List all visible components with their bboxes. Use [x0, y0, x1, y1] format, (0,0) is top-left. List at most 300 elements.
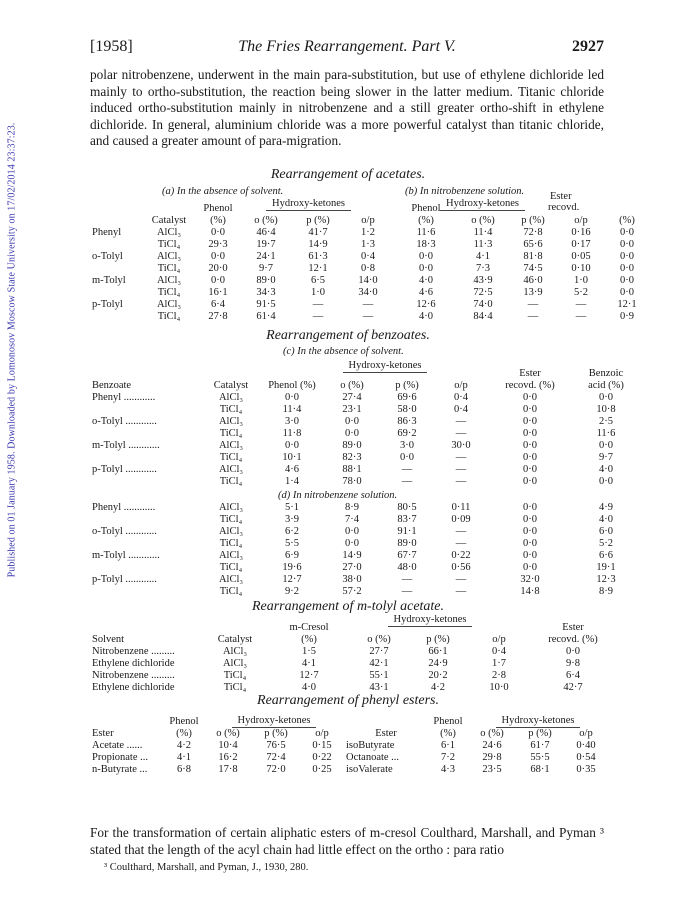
value-cell: 61·3: [308, 251, 328, 262]
value-cell: 72·4: [266, 752, 286, 763]
value-cell: 76·5: [266, 740, 286, 751]
header-cell: p (%): [521, 215, 545, 226]
value-cell: 57·2: [342, 586, 362, 597]
value-cell: 19·1: [596, 562, 616, 573]
value-cell: 4·2: [177, 740, 191, 751]
table-row: [90, 251, 652, 263]
acetates-title: Rearrangement of acetates.: [270, 167, 426, 182]
row-label: o-Tolyl ............: [92, 526, 157, 537]
value-cell: 23·5: [482, 764, 502, 775]
value-cell: 4·1: [302, 658, 316, 669]
row-label: [90, 452, 204, 464]
value-cell: 0·0: [523, 550, 537, 561]
row-label: o-Tolyl: [92, 251, 123, 262]
value-cell: 80·5: [397, 502, 417, 513]
value-cell: 11·6: [416, 227, 436, 238]
value-cell: 0·0: [523, 416, 537, 427]
row-label: Octanoate ...: [346, 752, 400, 763]
value-cell: 19·6: [282, 562, 302, 573]
value-cell: 6·2: [285, 526, 299, 537]
row-label: [90, 514, 204, 526]
value-cell: 6·1: [441, 740, 455, 751]
table-row: [90, 502, 638, 514]
value-cell: 6·4: [211, 299, 225, 310]
value-cell: 34·3: [256, 287, 276, 298]
value-cell: 0·0: [620, 227, 634, 238]
esters-hydroxy-left: Hydroxy-ketones: [204, 715, 344, 728]
catalyst-cell: AlCl₃: [218, 464, 244, 475]
value-cell: 5·5: [285, 538, 299, 549]
value-cell: 2·8: [492, 670, 506, 681]
value-cell: 55·1: [369, 670, 389, 681]
value-cell: 0·25: [312, 764, 332, 775]
value-cell: 27·7: [369, 646, 389, 657]
catalyst-cell: AlCl₃: [156, 275, 182, 286]
value-cell: —: [527, 311, 539, 322]
header-cell: Catalyst: [151, 215, 187, 226]
value-cell: 1·2: [361, 227, 375, 238]
esters-header-row-1: [90, 728, 608, 740]
value-cell: 9·8: [566, 658, 580, 669]
value-cell: 11·4: [473, 227, 493, 238]
value-cell: 6·8: [177, 764, 191, 775]
value-cell: 0·0: [345, 416, 359, 427]
value-cell: 84·4: [473, 311, 493, 322]
catalyst-cell: AlCl₃: [222, 646, 248, 657]
value-cell: 0·0: [566, 646, 580, 657]
footnote: ³ Coulthard, Marshall, and Pyman, J., 1930, 280.: [104, 862, 309, 873]
table-row: [90, 586, 638, 598]
value-cell: 11·4: [282, 404, 302, 415]
header-cell: [470, 622, 528, 634]
value-cell: 0·22: [451, 550, 471, 561]
value-cell: 3·0: [400, 440, 414, 451]
table-row: [90, 476, 638, 488]
row-label: [90, 263, 142, 275]
acetates-sub-a: (a) In the absence of solvent.: [162, 186, 284, 197]
row-label: m-Tolyl ............: [92, 550, 160, 561]
value-cell: —: [401, 464, 413, 475]
table-row: [90, 428, 638, 440]
value-cell: 6·9: [285, 550, 299, 561]
mtolyl-hydroxy: Hydroxy-ketones: [360, 614, 500, 627]
value-cell: 0·40: [576, 740, 596, 751]
value-cell: 0·0: [599, 440, 613, 451]
value-cell: —: [455, 526, 467, 537]
value-cell: 46·4: [256, 227, 276, 238]
header-cell: [352, 622, 406, 634]
header-cell: Ester: [92, 728, 114, 739]
value-cell: —: [455, 476, 467, 487]
value-cell: 0·16: [571, 227, 591, 238]
header-cell: [204, 368, 258, 380]
value-cell: 4·1: [476, 251, 490, 262]
header-page-number: 2927: [572, 38, 604, 55]
value-cell: 14·9: [308, 239, 328, 250]
value-cell: 0·0: [211, 251, 225, 262]
esters-hydroxy-right: Hydroxy-ketones: [468, 715, 608, 728]
value-cell: 0·0: [285, 440, 299, 451]
header-cell: (%): [176, 728, 192, 739]
intro-paragraph: polar nitrobenzene, underwent in the main para-substitution, but use of ethylene dichloride led mainly to ortho-substitution, the reaction being slower in the latter medium. Titanic chloride induced ortho-substitution mainly in nitrobenzene and a still greater ortho-shift in ethylene dichloride. In general, aluminium chloride was a more powerful catalyst than titanic chloride, and caused a greater amount of para-migration.: [90, 67, 604, 148]
value-cell: 0·0: [523, 440, 537, 451]
row-label: Acetate ......: [92, 740, 143, 751]
value-cell: 11·8: [282, 428, 302, 439]
phenyl-esters-table: [90, 715, 608, 776]
download-watermark-text: Published on 01 January 1958. Downloaded by Lomonosov Moscow State University on 17/02/2014 23:37:23.: [6, 122, 18, 578]
value-cell: 68·1: [530, 764, 550, 775]
value-cell: 4·2: [431, 682, 445, 693]
catalyst-cell: AlCl₃: [218, 502, 244, 513]
value-cell: 0·0: [523, 538, 537, 549]
header-cell: o/p: [579, 728, 593, 739]
catalyst-cell: TiCl₄: [219, 476, 243, 487]
header-cell: [506, 203, 560, 215]
value-cell: 0·0: [523, 404, 537, 415]
header-cell: o/p: [361, 215, 375, 226]
row-label: n-Butyrate ...: [92, 764, 148, 775]
header-cell: [142, 203, 196, 215]
value-cell: 0·0: [523, 392, 537, 403]
value-cell: 0·0: [523, 476, 537, 487]
catalyst-cell: TiCl₄: [219, 514, 243, 525]
value-cell: 42·7: [563, 682, 583, 693]
value-cell: —: [455, 452, 467, 463]
value-cell: 0·0: [523, 464, 537, 475]
value-cell: —: [362, 299, 374, 310]
acetates-hydroxy-b: Hydroxy-ketones: [435, 198, 530, 211]
value-cell: 4·6: [285, 464, 299, 475]
catalyst-cell: AlCl₃: [156, 299, 182, 310]
table-row: [90, 550, 638, 562]
value-cell: 72·5: [473, 287, 493, 298]
value-cell: 0·4: [361, 251, 375, 262]
value-cell: 29·8: [482, 752, 502, 763]
value-cell: 4·0: [599, 514, 613, 525]
value-cell: 48·0: [397, 562, 417, 573]
value-cell: 34·0: [358, 287, 378, 298]
value-cell: 9·7: [259, 263, 273, 274]
header-cell: p (%): [264, 728, 288, 739]
value-cell: 0·54: [576, 752, 596, 763]
value-cell: 0·4: [492, 646, 506, 657]
header-cell: o (%): [340, 380, 364, 391]
value-cell: —: [455, 538, 467, 549]
table-row: [90, 752, 608, 764]
value-cell: 4·0: [302, 682, 316, 693]
table-row: [90, 538, 638, 550]
row-label: o-Tolyl ............: [92, 416, 157, 427]
table-row: [90, 764, 608, 776]
row-label: p-Tolyl ............: [92, 464, 157, 475]
header-cell: [560, 203, 602, 215]
value-cell: 89·0: [342, 440, 362, 451]
value-cell: —: [401, 476, 413, 487]
catalyst-cell: TiCl₄: [219, 428, 243, 439]
catalyst-cell: AlCl₃: [218, 574, 244, 585]
acetates-hydroxy-a: Hydroxy-ketones: [261, 198, 356, 211]
value-cell: 0·0: [400, 452, 414, 463]
row-label: Phenyl ............: [92, 502, 156, 513]
closing-paragraph: For the transformation of certain aliphatic esters of m-cresol Coulthard, Marshall, and Pyman ³ stated that the length of the acyl chain had little effect on the ortho : para ratio: [90, 825, 604, 857]
value-cell: 0·0: [620, 239, 634, 250]
header-cell: Phenol (%): [268, 380, 316, 391]
value-cell: 0·0: [345, 428, 359, 439]
value-cell: 10·0: [489, 682, 509, 693]
header-cell: [406, 622, 470, 634]
value-cell: 1·7: [492, 658, 506, 669]
value-cell: 38·0: [342, 574, 362, 585]
value-cell: 14·8: [520, 586, 540, 597]
value-cell: 0·0: [620, 275, 634, 286]
value-cell: 4·6: [419, 287, 433, 298]
value-cell: 86·3: [397, 416, 417, 427]
download-watermark: [4, 0, 20, 912]
header-cell: [240, 203, 292, 215]
value-cell: 12·1: [308, 263, 328, 274]
value-cell: 1·0: [311, 287, 325, 298]
header-cell: Catalyst: [213, 380, 249, 391]
catalyst-cell: TiCl₄: [157, 239, 181, 250]
value-cell: 7·3: [476, 263, 490, 274]
table-row: [90, 239, 652, 251]
benzoates-hydroxy: Hydroxy-ketones: [315, 360, 455, 373]
value-cell: 0·17: [571, 239, 591, 250]
catalyst-cell: AlCl₃: [218, 416, 244, 427]
value-cell: 27·8: [208, 311, 228, 322]
value-cell: 61·4: [256, 311, 276, 322]
value-cell: 20·0: [208, 263, 228, 274]
catalyst-cell: TiCl₄: [219, 452, 243, 463]
table-row: [90, 275, 652, 287]
header-cell: [90, 203, 142, 215]
acetates-recovd-head: recovd.: [548, 202, 580, 213]
value-cell: —: [455, 574, 467, 585]
value-cell: 30·0: [451, 440, 471, 451]
value-cell: 5·2: [574, 287, 588, 298]
header-cell: (%): [210, 215, 226, 226]
value-cell: 72·0: [266, 764, 286, 775]
value-cell: 6·5: [311, 275, 325, 286]
value-cell: 0·0: [523, 526, 537, 537]
header-cell: Ester: [375, 728, 397, 739]
value-cell: 74·5: [523, 263, 543, 274]
header-title: The Fries Rearrangement. Part V.: [238, 38, 456, 55]
header-cell: [378, 368, 436, 380]
table-row: [90, 464, 638, 476]
row-label: isoButyrate: [346, 740, 395, 751]
benzoates-title: Rearrangement of benzoates.: [266, 328, 430, 343]
value-cell: 29·3: [208, 239, 228, 250]
value-cell: 11·6: [596, 428, 616, 439]
value-cell: 6·6: [599, 550, 613, 561]
value-cell: 0·0: [523, 502, 537, 513]
value-cell: 5·1: [285, 502, 299, 513]
value-cell: 2·5: [599, 416, 613, 427]
header-cell: recovd. (%): [505, 380, 555, 391]
value-cell: 19·7: [256, 239, 276, 250]
row-label: m-Tolyl ............: [92, 440, 160, 451]
table-row: [90, 440, 638, 452]
value-cell: 0·9: [620, 311, 634, 322]
header-cell: o (%): [471, 215, 495, 226]
value-cell: 7·4: [345, 514, 359, 525]
table-row: [90, 658, 618, 670]
header-cell: o/p: [492, 634, 506, 645]
value-cell: 24·9: [428, 658, 448, 669]
value-cell: —: [401, 586, 413, 597]
value-cell: 83·7: [397, 514, 417, 525]
value-cell: 0·15: [312, 740, 332, 751]
acetates-table: [90, 203, 652, 323]
table-row: [90, 646, 618, 658]
value-cell: 12·6: [416, 299, 436, 310]
benzoates-header-row-1: [90, 368, 638, 380]
benzoates-header-row-2: [90, 380, 638, 392]
value-cell: 0·4: [454, 404, 468, 415]
table-row: [90, 227, 652, 239]
table-row: [90, 263, 652, 275]
value-cell: —: [575, 299, 587, 310]
header-cell: [344, 715, 428, 728]
value-cell: 0·0: [620, 263, 634, 274]
value-cell: 5·2: [599, 538, 613, 549]
row-label: [90, 562, 204, 574]
row-label: m-Tolyl: [92, 275, 126, 286]
value-cell: 0·11: [451, 502, 471, 513]
value-cell: 91·5: [256, 299, 276, 310]
header-cell: p (%): [306, 215, 330, 226]
header-cell: o (%): [480, 728, 504, 739]
value-cell: 0·0: [620, 251, 634, 262]
catalyst-cell: TiCl₄: [223, 670, 247, 681]
value-cell: 0·09: [451, 514, 471, 525]
catalyst-cell: AlCl₃: [218, 392, 244, 403]
header-cell: [90, 368, 204, 380]
row-label: Propionate ...: [92, 752, 148, 763]
header-cell: p (%): [426, 634, 450, 645]
header-cell: (%): [619, 215, 635, 226]
value-cell: 42·1: [369, 658, 389, 669]
value-cell: 0·05: [571, 251, 591, 262]
header-cell: (%): [418, 215, 434, 226]
catalyst-cell: TiCl₄: [219, 538, 243, 549]
value-cell: 89·0: [256, 275, 276, 286]
row-label: [90, 287, 142, 299]
value-cell: 11·3: [473, 239, 493, 250]
row-label: p-Tolyl: [92, 299, 123, 310]
value-cell: 20·2: [428, 670, 448, 681]
header-cell: [602, 203, 652, 215]
phenyl-esters-title: Rearrangement of phenyl esters.: [257, 693, 439, 708]
value-cell: 32·0: [520, 574, 540, 585]
table-row: [90, 311, 652, 323]
value-cell: 0·0: [285, 392, 299, 403]
value-cell: —: [527, 299, 539, 310]
value-cell: 0·0: [523, 562, 537, 573]
value-cell: 3·0: [285, 416, 299, 427]
value-cell: 10·4: [218, 740, 238, 751]
value-cell: 72·8: [523, 227, 543, 238]
mtolyl-header-row-1: [90, 622, 618, 634]
value-cell: 12·7: [282, 574, 302, 585]
header-cell: Phenol: [411, 203, 441, 214]
mtolyl-title: Rearrangement of m-tolyl acetate.: [251, 599, 445, 614]
value-cell: 16·2: [218, 752, 238, 763]
catalyst-cell: AlCl₃: [218, 526, 244, 537]
value-cell: 74·0: [473, 299, 493, 310]
value-cell: —: [455, 416, 467, 427]
table-row: [90, 416, 638, 428]
header-cell: [90, 215, 142, 227]
value-cell: 69·2: [397, 428, 417, 439]
header-cell: o (%): [216, 728, 240, 739]
value-cell: 43·9: [473, 275, 493, 286]
value-cell: 6·4: [566, 670, 580, 681]
header-cell: Phenol: [203, 203, 233, 214]
value-cell: 66·1: [428, 646, 448, 657]
value-cell: 82·3: [342, 452, 362, 463]
value-cell: —: [312, 311, 324, 322]
catalyst-cell: AlCl₃: [222, 658, 248, 669]
value-cell: 78·0: [342, 476, 362, 487]
value-cell: —: [362, 311, 374, 322]
value-cell: 0·0: [419, 263, 433, 274]
value-cell: 8·9: [345, 502, 359, 513]
value-cell: —: [455, 586, 467, 597]
value-cell: 0·0: [599, 392, 613, 403]
value-cell: 17·8: [218, 764, 238, 775]
table-row: [90, 514, 638, 526]
catalyst-cell: AlCl₃: [156, 227, 182, 238]
value-cell: 27·4: [342, 392, 362, 403]
value-cell: 1·5: [302, 646, 316, 657]
header-cell: o (%): [254, 215, 278, 226]
value-cell: 46·0: [523, 275, 543, 286]
value-cell: 0·0: [523, 452, 537, 463]
value-cell: 4·1: [177, 752, 191, 763]
value-cell: 0·0: [345, 526, 359, 537]
value-cell: 9·7: [599, 452, 613, 463]
value-cell: 91·1: [397, 526, 417, 537]
benzoates-table-c: [90, 368, 638, 488]
value-cell: 0·0: [211, 227, 225, 238]
value-cell: 81·8: [523, 251, 543, 262]
row-label: [90, 476, 204, 488]
catalyst-cell: AlCl₃: [218, 440, 244, 451]
header-cell: (%): [440, 728, 456, 739]
catalyst-cell: TiCl₄: [219, 404, 243, 415]
header-cell: [326, 368, 378, 380]
header-cell: [90, 622, 204, 634]
catalyst-cell: AlCl₃: [156, 251, 182, 262]
acetates-header-row-1: [90, 203, 652, 215]
header-cell: (%): [301, 634, 317, 645]
value-cell: 0·56: [451, 562, 471, 573]
value-cell: —: [401, 574, 413, 585]
header-cell: p (%): [395, 380, 419, 391]
header-cell: [344, 203, 392, 215]
row-label: [90, 428, 204, 440]
acetates-header-row-2: [90, 215, 652, 227]
value-cell: 14·0: [358, 275, 378, 286]
header-cell: [292, 203, 344, 215]
header-cell: Phenol: [433, 715, 463, 727]
value-cell: 4·0: [599, 464, 613, 475]
value-cell: 10·8: [596, 404, 616, 415]
row-label: p-Tolyl ............: [92, 574, 157, 585]
value-cell: 12·7: [299, 670, 319, 681]
